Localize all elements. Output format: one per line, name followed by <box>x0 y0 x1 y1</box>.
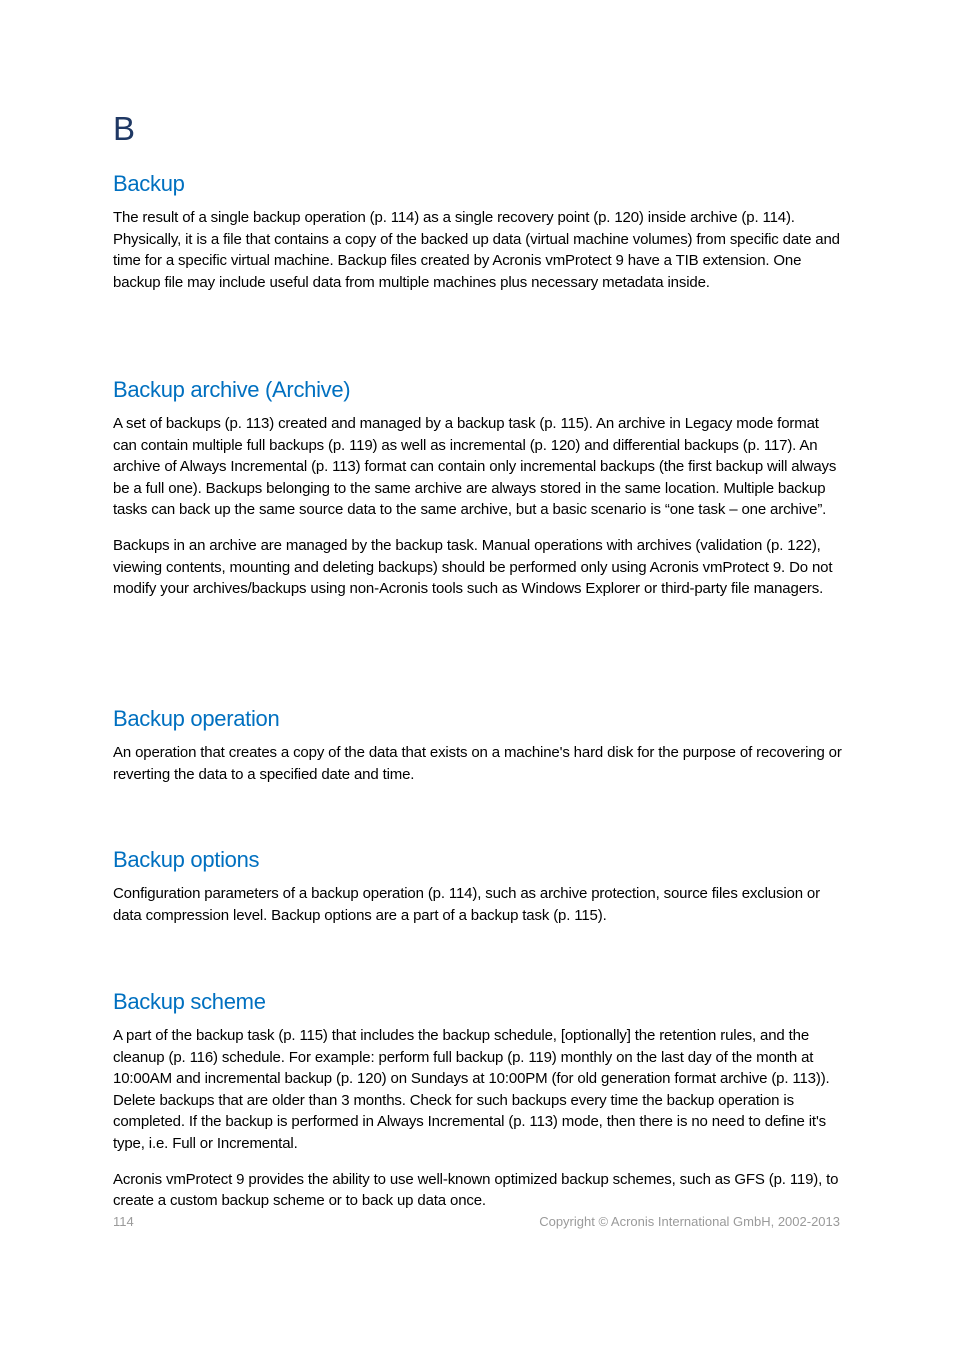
entry-title: Backup <box>113 171 185 196</box>
entry-paragraph: A part of the backup task (p. 115) that includes the backup schedule, [optionally] the retention rules, and the cleanup (p. 116) schedule. For example: perform full backup (p. 119) monthly on the last day of the month at 10:00AM and incremental backup (p. 120) on Sundays at 10:00PM (for old generation format archive (p. 113)). Delete backups that are older than 3 months. Check for such backups every time the backup operation is completed. If the backup is performed in Always Incremental (p. 113) mode, then there is no need to define it's type, i.e. Full or Incremental. <box>113 1027 830 1152</box>
entry-paragraph: The result of a single backup operation (p. 114) as a single recovery point (p. 120) inside archive (p. 114). Physically, it is a file that contains a copy of the backed up data (virtual machine volumes) from specific date and time for a specific virtual machine. Backup files created by Acronis vmProtect 9 have a TIB extension. One backup file may include useful data from multiple machines plus necessary metadata inside. <box>113 209 840 291</box>
entry-paragraph: Acronis vmProtect 9 provides the ability to use well-known optimized backup schemes, such as GFS (p. 119), to create a custom backup scheme or to back up data once. <box>113 1170 839 1210</box>
index-letter: B <box>113 110 136 147</box>
entry-paragraph: Backups in an archive are managed by the backup task. Manual operations with archives (validation (p. 122), viewing contents, mounting and deleting backups) should be performed only using Acronis vmProtect 9. Do not modify your archives/backups using non-Acronis tools such as Windows Explorer or third-party file managers. <box>113 536 833 598</box>
entry-backup-options <box>113 847 843 940</box>
entry-paragraph: A set of backups (p. 113) created and managed by a backup task (p. 115). An archive in Legacy mode format can contain multiple full backups (p. 119) as well as incremental (p. 120) and differential backups (p. 117). An archive of Always Incremental (p. 113) format can contain only incremental backups (the first backup will always be a full one). Backups belonging to the same archive are always stored in the same location. Multiple backup tasks can back up the same source data to the same archive, but a basic scenario is “one task – one archive”. <box>113 415 837 519</box>
entry-title: Backup operation <box>113 706 280 731</box>
entry-title: Backup archive (Archive) <box>113 377 351 402</box>
entry-backup-archive <box>113 377 843 614</box>
entry-title: Backup scheme <box>113 989 266 1014</box>
entry-backup-scheme <box>113 989 843 1226</box>
entry-title: Backup options <box>113 847 260 872</box>
entry-paragraph: An operation that creates a copy of the data that exists on a machine's hard disk for the purpose of recovering or reverting the data to a specified date and time. <box>113 744 842 783</box>
entry-paragraph: Configuration parameters of a backup operation (p. 114), such as archive protection, source files exclusion or data compression level. Backup options are a part of a backup task (p. 115). <box>113 885 820 924</box>
page-number: 114 <box>113 1214 134 1229</box>
entry-backup <box>113 171 843 307</box>
page-footer <box>113 1213 840 1231</box>
entry-backup-operation <box>113 706 843 799</box>
copyright-notice: Copyright © Acronis International GmbH, 2002-2013 <box>539 1214 840 1229</box>
